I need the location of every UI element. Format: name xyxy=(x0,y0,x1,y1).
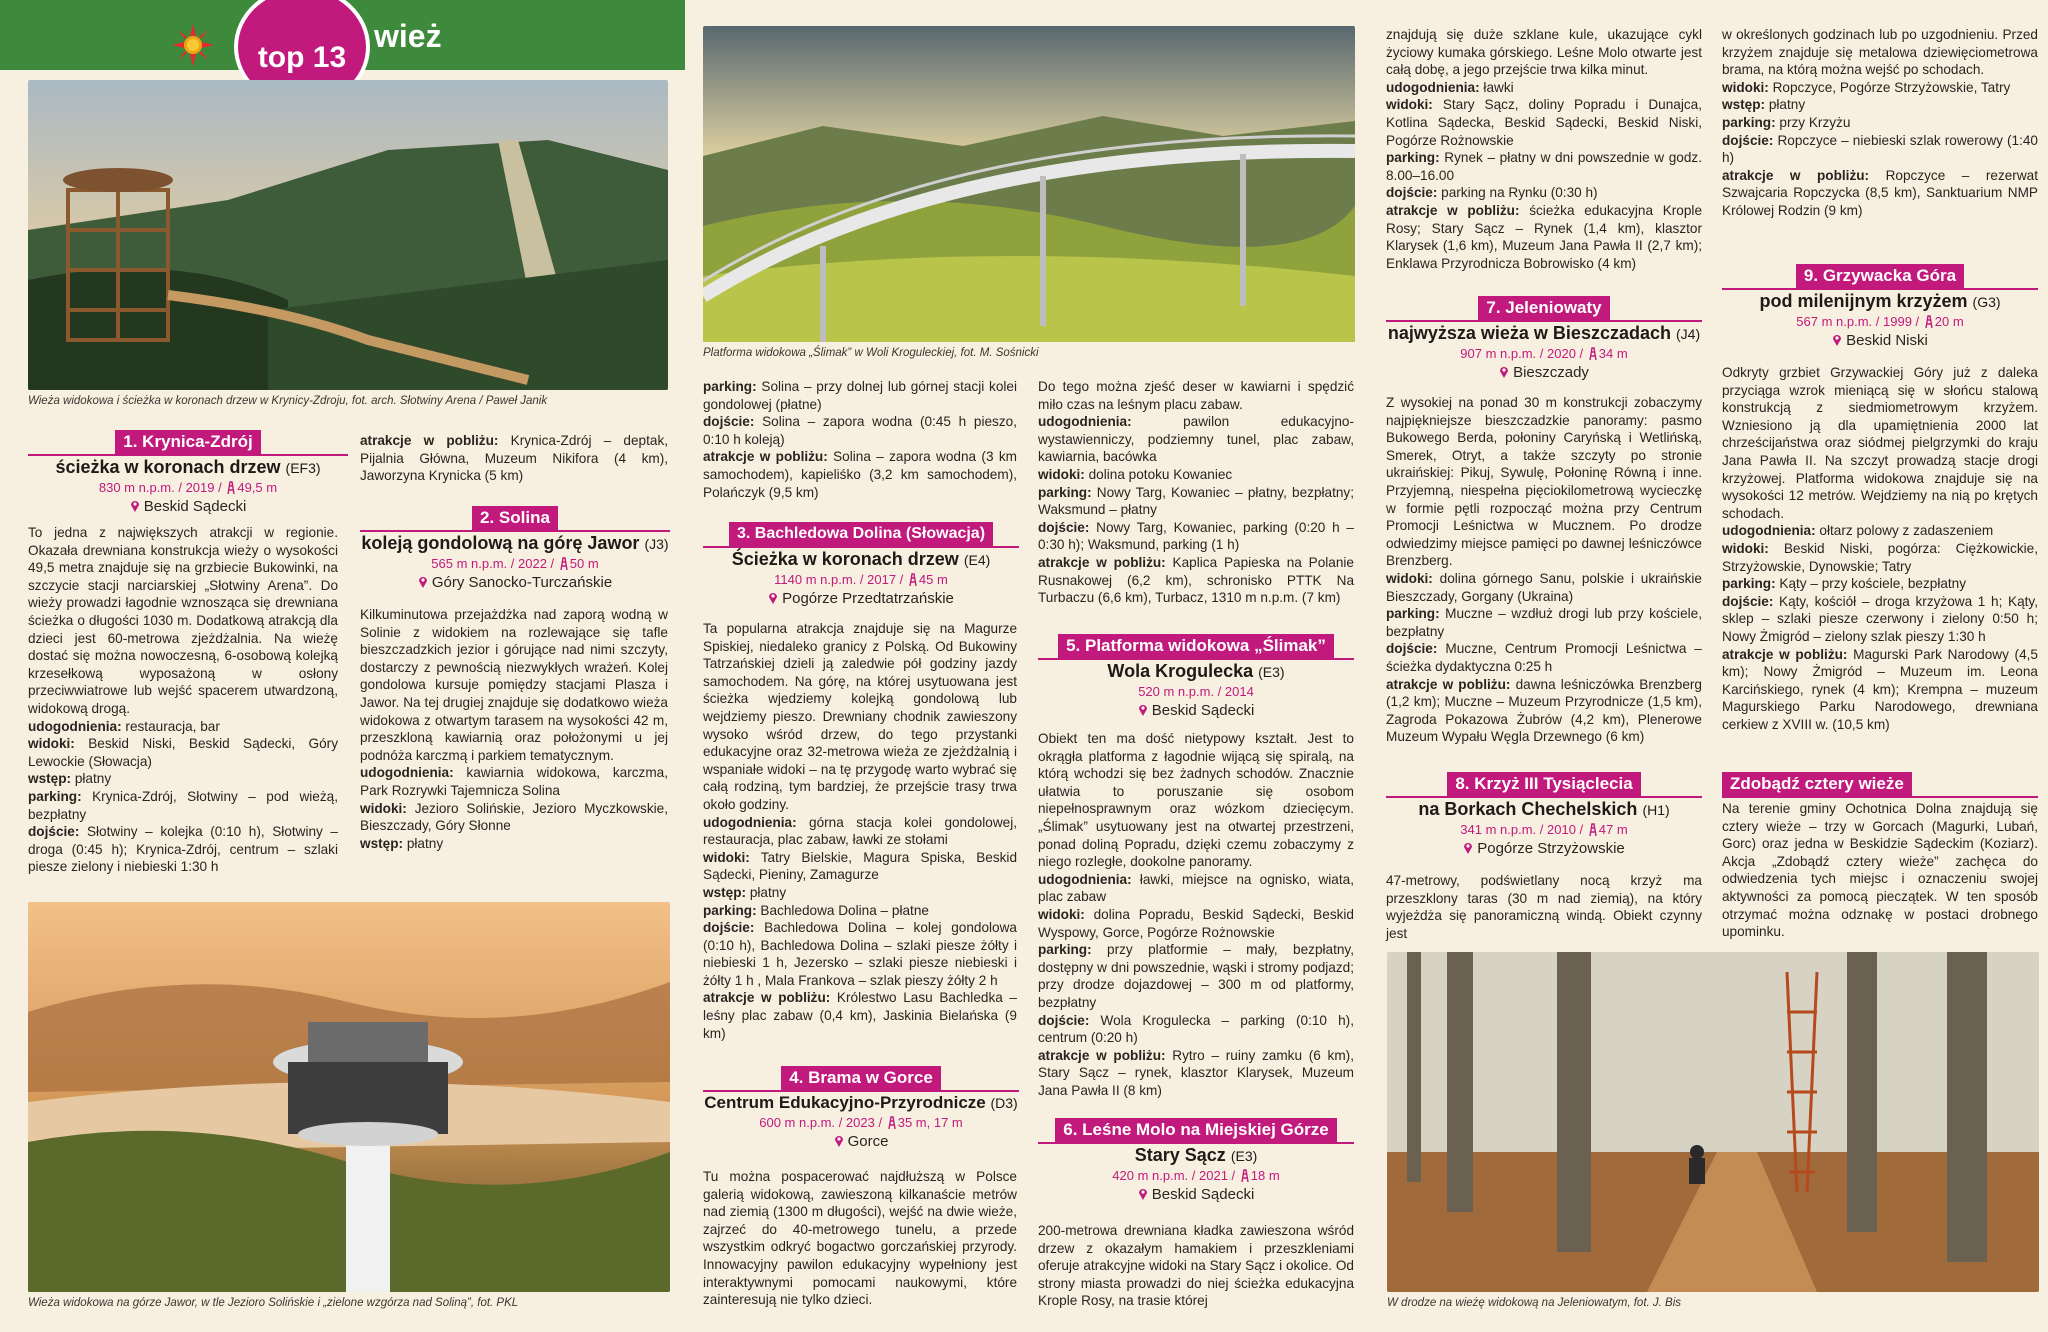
section-1-meta-text: 830 m n.p.m. / 2019 / xyxy=(98,480,222,495)
label: parking: xyxy=(1386,150,1440,166)
section-10-body xyxy=(1722,800,2038,941)
section-6-height: 18 m xyxy=(1250,1168,1280,1183)
section-9-description: Odkryty grzbiet Grzywackiej Góry już z daleka przyciąga wzrok mieniącą się w słońcu stalową konstrukcją z siedmiometrowym krzyżem. Wzniesiono ją dla upamiętnienia 2000 lat chrześcijaństwa oraz siódmej pielgrzymki do kraju Jana Pawła II. Na szczyt prowadzą stacje drogi krzyżowej. Platforma widokowa znajduje się na wysokości 12 metrów. Wejdziemy na nią po krętych schodach. xyxy=(1722,365,2038,521)
section-7-header xyxy=(1386,296,1702,383)
photo-jawor xyxy=(28,902,670,1292)
caption-slimak: Platforma widokowa „Ślimak” w Woli Kroguleckiej, fot. M. Sośnicki xyxy=(703,347,1039,359)
location-pin-icon xyxy=(1463,840,1473,853)
section-6-continued xyxy=(1386,26,1702,272)
section-4-subtitle xyxy=(703,1092,1019,1114)
label: widoki: xyxy=(703,849,750,865)
section-1-continued xyxy=(360,432,668,485)
value: pawilon edukacyjno-wystawienniczy, podziemny tunel, plac zabaw, kawiarnia, bacówka xyxy=(1038,414,1354,465)
label: wstęp: xyxy=(703,884,747,900)
label: atrakcje w pobliżu: xyxy=(1038,554,1166,570)
label: udogodnienia: xyxy=(360,765,454,781)
section-2-badge: 2. Solina xyxy=(472,506,558,530)
section-6-subtitle xyxy=(1038,1144,1354,1167)
section-3-meta xyxy=(703,571,1019,589)
location-pin-icon xyxy=(768,590,778,603)
section-9-body xyxy=(1722,364,2038,733)
label: atrakcje w pobliżu: xyxy=(1386,202,1520,218)
label: atrakcje w pobliżu: xyxy=(1386,676,1511,692)
section-1-header xyxy=(28,430,348,517)
section-4-continued xyxy=(1038,378,1354,607)
section-9-meta xyxy=(1722,313,2038,331)
section-6-header xyxy=(1038,1118,1354,1205)
label: dojście: xyxy=(1722,593,1774,609)
value: Krynica-Zdrój – deptak, Pijalnia Główna, Muzeum Nikifora (4 km), Jaworzyna Krynicka (5 km) xyxy=(360,433,669,484)
label: dojście: xyxy=(1722,132,1774,148)
section-4-meta-text: 600 m n.p.m. / 2023 / xyxy=(759,1115,883,1130)
section-10-header xyxy=(1722,772,2038,798)
value: Krynica-Zdrój, Słotwiny – pod wieżą, bezpłatny xyxy=(28,788,338,822)
section-1-code: (EF3) xyxy=(285,460,321,476)
label: parking: xyxy=(1038,942,1092,958)
value: Solina – zapora wodna (3 km samochodem), kapieliśko (3,2 km samochodem), Polańczyk (9,5 km) xyxy=(703,449,1017,500)
location-pin-icon xyxy=(418,574,428,587)
value: dolina potoku Kowaniec xyxy=(1088,466,1233,482)
value: płatny xyxy=(74,771,112,787)
section-4-code: (D3) xyxy=(990,1095,1018,1111)
section-9-code: (G3) xyxy=(1972,294,2001,310)
value: Ropczyce – niebieski szlak rowerowy (1:40 h) xyxy=(1722,132,2038,166)
section-2-sub-text: koleją gondolową na górę Jawor xyxy=(361,533,640,553)
section-6-meta xyxy=(1038,1167,1354,1185)
photo-krynica xyxy=(28,80,668,390)
location-pin-icon xyxy=(130,498,140,511)
section-6-region-text: Beskid Sądecki xyxy=(1151,1186,1255,1203)
value: przy platformie – mały, bezpłatny, dostępny w dni powszednie, wąski i stromy podjazd; przy drodze dojazdowej – 300 m od platformy, bezpłatny xyxy=(1038,942,1354,1010)
section-9-region-text: Beskid Niski xyxy=(1846,332,1928,349)
section-2-subtitle xyxy=(360,532,670,555)
value: Rytro – ruiny zamku (6 km), Stary Sącz – rynek, klasztor Klarysek, Muzeum Jana Pawła II (8 km) xyxy=(1038,1047,1354,1098)
section-1-height: 49,5 m xyxy=(237,480,278,495)
label: dojście: xyxy=(703,414,755,430)
section-6-sub-text: Stary Sącz xyxy=(1134,1145,1226,1165)
sun-icon xyxy=(172,24,214,66)
section-6-meta-text: 420 m n.p.m. / 2021 / xyxy=(1112,1168,1236,1183)
label: atrakcje w pobliżu: xyxy=(1038,1047,1166,1063)
label: widoki: xyxy=(1386,570,1433,586)
section-8-meta xyxy=(1386,821,1702,839)
caption-krynica: Wieża widokowa i ścieżka w koronach drzew w Krynicy-Zdroju, fot. arch. Słotwiny Arena / Paweł Janik xyxy=(28,395,548,407)
value: Magurski Park Narodowy (4,5 km); Nowy Żmigród – Muzeum im. Leona Karcińskiego, rynek (4 km); Krempna – muzeum Magurskiego Parku Narodowego, drewniana cerkiew z XVIII w. (10,5 km) xyxy=(1722,646,2038,732)
section-7-region xyxy=(1386,363,1702,383)
section-1-subtitle xyxy=(28,456,348,479)
value: płatny xyxy=(406,835,444,851)
value: Solina – przy dolnej lub górnej stacji kolei gondolowej (płatne) xyxy=(703,379,1017,412)
section-3-meta-text: 1140 m n.p.m. / 2017 / xyxy=(774,572,904,587)
section-8-title-row xyxy=(1386,772,1702,798)
tower-height-icon xyxy=(886,1116,898,1129)
label: widoki: xyxy=(1386,97,1433,113)
value: Słotwiny – kolejka (0:10 h), Słotwiny – droga (0:45 h); Krynica-Zdrój, centrum – szlaki piesze zielony i niebieski 1:30 h xyxy=(28,824,338,875)
section-8-body xyxy=(1386,872,1702,942)
section-5-code: (E3) xyxy=(1258,664,1285,680)
label: widoki: xyxy=(1722,79,1769,95)
section-5-sub-text: Wola Krogulecka xyxy=(1107,661,1254,681)
section-7-title-row xyxy=(1386,296,1702,322)
section-4-description-cont: Do tego można zjeść deser w kawiarni i spędzić miło czas na leśnym placu zabaw. xyxy=(1038,379,1354,412)
section-4-description: Tu można pospacerować najdłuższą w Polsce galerią widokową, zawieszoną kilkanaście metrów nad ziemią (1300 m długości), wejść na dwie wieże, zajrzeć do 40-metrowego tunelu, a przede wszystkim odkryć bogactwo gorczańskiej przyrody. Innowacyjny pawilon edukacyjny wypełniony jest interaktywnymi pomocami naukowymi, które zainteresują nie tylko dzieci. xyxy=(703,1169,1017,1308)
section-4-region xyxy=(703,1132,1019,1152)
value: Ropczyce, Pogórze Strzyżowskie, Tatry xyxy=(1772,79,2011,95)
section-8-header xyxy=(1386,772,1702,859)
value: dolina górnego Sanu, polskie i ukraińskie Bieszczady, Gorgany (Ukraina) xyxy=(1386,570,1702,604)
label: widoki: xyxy=(360,800,407,816)
section-7-meta xyxy=(1386,345,1702,363)
section-2-description: Kilkuminutowa przejażdżka nad zaporą wodną w Solinie z widokiem na rozlewające się tafle bieszczadzkich jezior i górujące nad nimi szczyty, dostarczy z pewnością niezwykłych wrażeń. Kolej gondolowa kursuje pomiędzy stacjami Plasza i Jawor. Na tej drugiej znajduje się dodatkowo wieża widokowa z otwartym tarasem na wysokości 42 m, przeszkloną kawiarnią oraz położonymi u jej podnóża karczmą i parkiem tematycznym. xyxy=(360,607,668,763)
tower-height-icon xyxy=(225,481,237,494)
label: parking: xyxy=(1038,484,1092,500)
section-4-body xyxy=(703,1168,1017,1309)
section-1-description: To jedna z największych atrakcji w regionie. Okazała drewniana konstrukcja wieży o wysokości 49,5 metra znajduje się na grzbiecie Bukowinki, na szczycie stacji narciarskiej „Słotwiny Arena”. Do wieży prowadzi łagodnie wznosząca się drewniana ścieżka o długości 1030 m. Dodatkową atrakcją dla dzieci jest 60-metrowa zjeżdżalnia. Na wieżę dostać się można nowoczesną, 6-osobową kolejką krzesełkową wyposażoną w osłony przeciwwiatrowe lub wejść spacerem utwardzoną, widokową drogą. xyxy=(28,525,338,716)
label: atrakcje w pobliżu: xyxy=(360,433,499,448)
label: dojście: xyxy=(703,920,755,936)
label: widoki: xyxy=(1722,540,1769,556)
section-3-sub-text: Ścieżka w koronach drzew xyxy=(731,549,959,569)
label: atrakcje w pobliżu: xyxy=(1722,646,1848,662)
section-5-meta: 520 m n.p.m. / 2014 xyxy=(1138,684,1254,699)
section-4-meta xyxy=(703,1114,1019,1132)
label: wstęp: xyxy=(360,835,404,851)
section-10-title-row xyxy=(1722,772,2038,798)
value: Królestwo Lasu Bachledka – leśny plac zabaw (0,4 km), Jaskinia Bielańska (9 km) xyxy=(703,990,1017,1041)
label: atrakcje w pobliżu: xyxy=(703,990,831,1006)
label: parking: xyxy=(28,788,82,804)
value: Kąty, kościół – droga krzyżowa 1 h; Kąty, sklep – szlaki piesze czerwony i zielony 0:50 h; Nowy Żmigród – zielony szlak pieszy 1:30 h xyxy=(1722,593,2038,644)
value: Beskid Niski, pogórza: Ciężkowickie, Strzyżowskie, Dynowskie; Tatry xyxy=(1722,540,2038,574)
section-3-region-text: Pogórze Przedtatrzańskie xyxy=(782,590,954,607)
location-pin-icon xyxy=(1832,332,1842,345)
label: udogodnienia: xyxy=(703,814,797,830)
section-6-region xyxy=(1038,1185,1354,1205)
section-9-subtitle xyxy=(1722,290,2038,313)
label: udogodnienia: xyxy=(1722,523,1816,539)
section-2-meta xyxy=(360,555,670,573)
section-3-region xyxy=(703,589,1019,609)
section-4-sub-text: Centrum Edukacyjno-Przyrodnicze xyxy=(704,1093,986,1112)
section-6-badge: 6. Leśne Molo na Miejskiej Górze xyxy=(1055,1118,1336,1142)
label: dojście: xyxy=(1386,641,1438,657)
label: udogodnienia: xyxy=(1386,79,1480,95)
section-3-badge: 3. Bachledowa Dolina (Słowacja) xyxy=(729,522,993,546)
section-7-meta-text: 907 m n.p.m. / 2020 / xyxy=(1460,346,1584,361)
section-4-region-text: Gorce xyxy=(847,1133,889,1150)
label: udogodnienia: xyxy=(1038,871,1132,887)
section-5-title-row xyxy=(1038,634,1354,660)
section-9-sub-text: pod milenijnym krzyżem xyxy=(1759,291,1968,311)
section-7-height: 34 m xyxy=(1598,346,1628,361)
value: Kąty – przy kościele, bezpłatny xyxy=(1779,576,1967,592)
value: Muczne – wzdłuż drogi lub przy kościele, bezpłatny xyxy=(1386,606,1702,639)
value: kawiarnia widokowa, karczma, Park Rozrywki Tajemnicza Solina xyxy=(360,765,668,798)
section-7-code: (J4) xyxy=(1676,326,1701,342)
section-1-meta xyxy=(28,479,348,497)
tower-height-icon xyxy=(1587,823,1599,836)
section-9-title-row xyxy=(1722,264,2038,290)
value: płatny xyxy=(1768,97,1806,113)
location-pin-icon xyxy=(1138,702,1148,715)
section-4-height: 35 m, 17 m xyxy=(897,1115,963,1130)
section-1-region-text: Beskid Sądecki xyxy=(143,498,247,515)
location-pin-icon xyxy=(834,1133,844,1146)
value: ławki xyxy=(1483,79,1514,95)
section-1-body xyxy=(28,524,338,876)
value: Bachledowa Dolina – płatne xyxy=(760,902,929,918)
section-6-title-row xyxy=(1038,1118,1354,1144)
section-3-code: (E4) xyxy=(963,552,991,568)
section-8-continued xyxy=(1722,26,2038,220)
section-8-height: 47 m xyxy=(1598,822,1628,837)
value: Ropczyce – rezerwat Szwajcaria Ropczycka (8,5 km), Sanktuarium NMP Królowej Rodzin (9 km) xyxy=(1722,167,2038,218)
section-8-subtitle xyxy=(1386,798,1702,821)
value: Tatry Bielskie, Magura Spiska, Beskid Sądecki, Pieniny, Zamagurze xyxy=(703,849,1018,883)
section-7-body xyxy=(1386,394,1702,746)
section-5-badge: 5. Platforma widokowa „Ślimak” xyxy=(1058,634,1334,658)
label: parking: xyxy=(1722,114,1776,130)
label: wstęp: xyxy=(28,771,72,787)
section-8-region-text: Pogórze Strzyżowskie xyxy=(1477,840,1625,857)
label: parking: xyxy=(703,902,757,918)
tower-height-icon xyxy=(1587,347,1599,360)
section-9-header xyxy=(1722,264,2038,351)
label: widoki: xyxy=(1038,906,1085,922)
section-2-region xyxy=(360,573,670,593)
section-6-description: 200-metrowa drewniana kładka zawieszona wśród drzew z okazałym hamakiem i przeszkleniami oferuje atrakcyjne widoki na Stary Sącz i okolice. Od strony miasta prowadzi do niej ścieżka edukacyjna Krople Rosy, na trasie której xyxy=(1038,1223,1354,1309)
section-5-region xyxy=(1038,701,1354,721)
tower-height-icon xyxy=(907,573,919,586)
section-3-description: Ta popularna atrakcja znajduje się na Magurze Spiskiej, niedaleko granicy z Polską. Od Bukowiny Tatrzańskiej dzieli ją zaledwie pół godziny jazdy samochodem. Na górę, na której usytuowana jest ścieżka wjedziemy kolejką gondolową lub wejdziemy pieszo. Drewniany chodnik zawieszony wysoko wśród drzew, do tego przystanki edukacyjne oraz 32-metrowa wieża ze zjeżdżalnią i wspaniałe widoki – na tę przygodę warto wybrać się całą rodziną, tym bardziej, że przejście trasy trwa około godziny. xyxy=(703,621,1017,812)
value: Beskid Niski, Beskid Sądecki, Góry Lewockie (Słowacja) xyxy=(28,736,338,769)
section-8-code: (H1) xyxy=(1642,802,1670,818)
label: atrakcje w pobliżu: xyxy=(703,449,828,465)
section-2-title-row xyxy=(360,506,670,532)
value: górna stacja kolei gondolowej, restauracja, plac zabaw, ławki ze stołami xyxy=(703,814,1017,848)
section-9-region xyxy=(1722,331,2038,351)
section-8-region xyxy=(1386,839,1702,859)
section-2-body xyxy=(360,606,668,852)
section-1-region xyxy=(28,497,348,517)
label: atrakcje w pobliżu: xyxy=(1722,167,1870,183)
location-pin-icon xyxy=(1138,1186,1148,1199)
page-title: wież xyxy=(374,18,442,54)
section-7-description: Z wysokiej na ponad 30 m konstrukcji zobaczymy najpiękniejsze bieszczadzkie panoramy: pasmo Bukowego Berda, połoniny Caryńską i Wetlińską, Smerek, Otryt, a także szczyty po stronie ukraińskiej: Pikuj, Sywulę, Połoninę Równą i inne. Przyjemną, niespełna pięciokilometrową wycieczkę w formie pętli rozpocząć można przy Centrum Promocji Leśnictwa w Mucznem. Po drodze odwiedzimy miejsce pamięci po dawnej leśniczówce Brenzberg. xyxy=(1386,395,1702,569)
section-2-code: (J3) xyxy=(644,536,669,552)
section-3-height: 45 m xyxy=(918,572,948,587)
label: dojście: xyxy=(28,824,80,840)
caption-jawor: Wieża widokowa na górze Jawor, w tle Jezioro Solińskie i „zielone wzgórza nad Soliną”, fot. PKL xyxy=(28,1297,519,1309)
photo-slimak xyxy=(703,26,1355,342)
top-label: top 13 xyxy=(257,41,347,74)
section-6-body xyxy=(1038,1222,1354,1310)
tower-height-icon xyxy=(1923,315,1935,328)
value: Wola Krogulecka – parking (0:10 h), centrum (0:20 h) xyxy=(1038,1012,1354,1046)
section-1-sub-text: ścieżka w koronach drzew xyxy=(55,457,281,477)
value: ławki, miejsce na ognisko, wiata, plac zabaw xyxy=(1038,871,1354,905)
label: udogodnienia: xyxy=(28,718,122,734)
section-9-badge: 9. Grzywacka Góra xyxy=(1796,264,1964,288)
section-9-meta-text: 567 m n.p.m. / 1999 / xyxy=(1796,314,1920,329)
section-8-badge: 8. Krzyż III Tysiąclecia xyxy=(1447,772,1640,796)
label: parking: xyxy=(703,379,757,394)
section-5-region-text: Beskid Sądecki xyxy=(1151,702,1255,719)
value: Kaplica Papieska na Polanie Rusnakowej (6,2 km), schronisko PTTK Na Turbaczu (6,6 km), Turbacz, 1310 m n.p.m. (7 km) xyxy=(1038,554,1354,606)
section-6-code: (E3) xyxy=(1230,1148,1258,1164)
section-5-description: Obiekt ten ma dość nietypowy kształt. Jest to okrągła platforma z łagodnie wijącą się spiralą, na którą wchodzi się bez żadnych schodów. Znacznie ułatwia to poruszanie się osobom niepełnosprawnym oraz wózkom dziecięcym. „Ślimak” usytuowany jest na otwartej przestrzeni, ponad doliną Popradu, dzięki czemu zobaczymy z niego rozległe, dookolne panoramy. xyxy=(1038,731,1354,870)
section-4-title-row xyxy=(703,1066,1019,1092)
section-8-description: 47-metrowy, podświetlany nocą krzyż ma przeszklony taras (30 m nad ziemią), na który wyjeżdża się panoramiczną windą. Obiekt czynny jest xyxy=(1386,873,1702,941)
section-3-header xyxy=(703,522,1019,609)
photo-jeleniowaty xyxy=(1387,952,2039,1292)
value: Bachledowa Dolina – kolej gondolowa (0:10 h), Bachledowa Dolina – szlaki piesze żółty i niebieski 1 h, Jezersko – szlaki piesze niebieski i żółty 1 h , Mala Frankova – szlak pieszy żółty 2 h xyxy=(703,920,1017,988)
value: ołtarz polowy z zadaszeniem xyxy=(1819,523,1994,539)
section-8-description-cont: w określonych godzinach lub po uzgodnieniu. Przed krzyżem znajduje się metalowa dziewięciometrowa brama, na którą można wejść po schodach. xyxy=(1722,27,2038,78)
section-2-region-text: Góry Sanocko-Turczańskie xyxy=(431,574,613,591)
label: parking: xyxy=(1722,576,1776,592)
section-3-body xyxy=(703,620,1017,1042)
caption-jeleniowaty: W drodze na wieżę widokową na Jeleniowatym, fot. J. Bis xyxy=(1387,1297,1682,1309)
label: wstęp: xyxy=(1722,97,1766,113)
label: dojście: xyxy=(1038,1012,1090,1028)
tower-height-icon xyxy=(558,557,570,570)
value: Muczne, Centrum Promocji Leśnictwa – ścieżka dydaktyczna 0:25 h xyxy=(1386,641,1702,674)
section-5-body xyxy=(1038,730,1354,1099)
section-3-title-row xyxy=(703,522,1019,548)
section-2-meta-text: 565 m n.p.m. / 2022 / xyxy=(431,556,555,571)
section-2-header xyxy=(360,506,670,593)
section-1-badge: 1. Krynica-Zdrój xyxy=(115,430,260,454)
section-6-description-cont: znajdują się duże szklane kule, ukazujące cykl życiowy kumaka górskiego. Leśne Molo otwarte jest całą dobę, a jego przejście trwa kilka minut. xyxy=(1386,27,1702,78)
section-4-header xyxy=(703,1066,1019,1152)
section-3-subtitle xyxy=(703,548,1019,571)
label: dojście: xyxy=(1386,185,1438,201)
section-7-region-text: Bieszczady xyxy=(1513,364,1589,381)
label: dojście: xyxy=(1038,519,1090,535)
value: Rynek – płatny w dni powszednie w godz. 8.00–16.00 xyxy=(1386,150,1703,183)
section-8-sub-text: na Borkach Chechelskich xyxy=(1418,799,1638,819)
value: Nowy Targ, Kowaniec, parking (0:20 h – 0:30 h); Waksmund, parking (1 h) xyxy=(1038,519,1354,553)
label: widoki: xyxy=(28,736,75,752)
section-7-sub-text: najwyższa wieża w Bieszczadach xyxy=(1387,323,1671,343)
section-1-title-row xyxy=(28,430,348,456)
value: restauracja, bar xyxy=(125,718,220,734)
section-10-description: Na terenie gminy Ochotnica Dolna znajdują się cztery wieże – trzy w Gorcach (Magurki, Lubań, Gorc) oraz jedna w Beskidzie Sądeckim (Koziarz). Akcja „Zdobądź cztery wieże” zachęca do odwiedzenia tych miejsc i oznaczeniu swojej aktywności za pomocą pieczątek. W ten sposób otrzymać można odznakę w postaci drobnego upominku. xyxy=(1722,801,2038,940)
tower-height-icon xyxy=(1239,1169,1251,1182)
section-10-badge: Zdobądź cztery wieże xyxy=(1722,772,1912,796)
section-9-height: 20 m xyxy=(1934,314,1964,329)
section-2-height: 50 m xyxy=(569,556,599,571)
value: ścieżka edukacyjna Krople Rosy; Stary Sącz – Rynek (1,4 km), klasztor Klarysek (1,6 km), Muzeum Jana Pawła II (2,7 km); Enklawa Przyrodnicza Bobrowisko (4 km) xyxy=(1386,202,1703,271)
label: udogodnienia: xyxy=(1038,414,1132,430)
value: płatny xyxy=(749,884,787,900)
section-7-subtitle xyxy=(1386,322,1702,345)
value: Solina – zapora wodna (0:45 h pieszo, 0:10 h koleją) xyxy=(703,414,1017,447)
value: Jezioro Solińskie, Jezioro Myczkowskie, Bieszczady, Góry Słonne xyxy=(360,800,668,834)
label: widoki: xyxy=(1038,466,1085,482)
section-5-subtitle xyxy=(1038,660,1354,683)
section-2-continued xyxy=(703,378,1017,501)
section-5-header xyxy=(1038,634,1354,721)
value: Nowy Targ, Kowaniec – płatny, bezpłatny; Waksmund – płatny xyxy=(1038,484,1354,518)
value: Stary Sącz, doliny Popradu i Dunajca, Kotlina Sądecka, Beskid Sądecki, Beskid Niski, Pogórze Rożnowskie xyxy=(1386,97,1702,148)
label: parking: xyxy=(1386,606,1440,622)
section-7-badge: 7. Jeleniowaty xyxy=(1478,296,1609,320)
section-8-meta-text: 341 m n.p.m. / 2010 / xyxy=(1460,822,1584,837)
location-pin-icon xyxy=(1499,364,1509,377)
section-4-badge: 4. Brama w Gorce xyxy=(781,1066,941,1090)
value: dolina Popradu, Beskid Sądecki, Beskid Wyspowy, Gorce, Pogórze Rożnowskie xyxy=(1038,906,1354,940)
value: przy Krzyżu xyxy=(1779,114,1851,130)
value: dawna leśniczówka Brenzberg (1,2 km); Muczne – Muzeum Przyrodnicze (1,5 km), Zagroda Pokazowa Żubrów (4,2 km), Plenerowe Muzeum Wypału Węgla Drzewnego (6 km) xyxy=(1386,676,1702,745)
value: parking na Rynku (0:30 h) xyxy=(1441,185,1598,201)
